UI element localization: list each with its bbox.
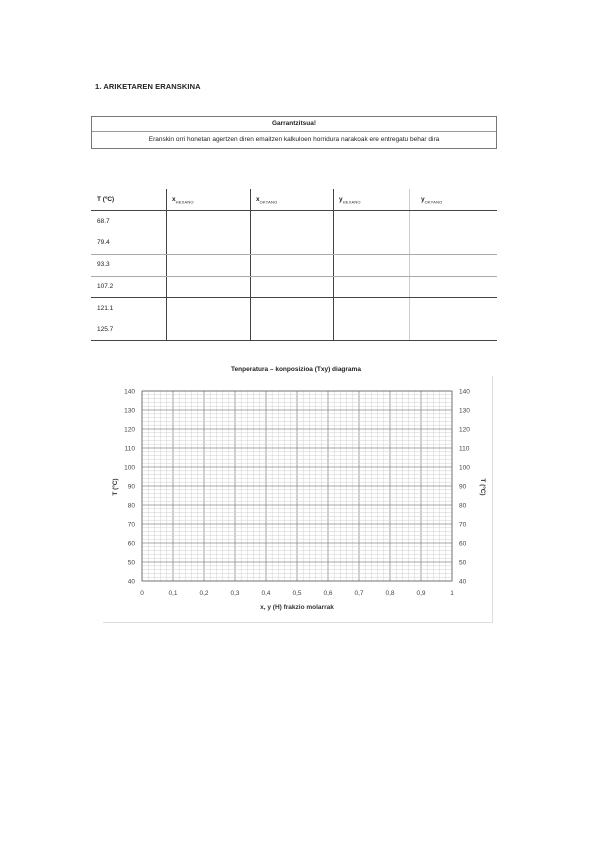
- y-tick-label-right: 40: [459, 578, 467, 586]
- x-tick-label: 0,5: [292, 590, 302, 597]
- y-tick-label-left: 90: [127, 483, 135, 491]
- y-axis-title-right: T (ºC): [479, 478, 486, 496]
- section-heading: 1. ARIKETAREN ERANSKINA: [95, 82, 201, 91]
- y-tick-label-left: 120: [124, 426, 135, 434]
- x-tick-label: 0,3: [230, 590, 240, 597]
- col-header-y-hexano: $y_{HEXANO}$: [339, 196, 361, 205]
- col-header-y-oktano: $y_{OKTANO}$: [421, 196, 443, 205]
- table-row-temperature: 121.1: [97, 305, 114, 312]
- y-tick-label-right: 120: [459, 426, 470, 434]
- x-tick-label: 1: [450, 590, 454, 597]
- y-axis-title-left: T (ºC): [112, 478, 119, 496]
- y-tick-label-left: 80: [127, 502, 135, 510]
- y-tick-label-right: 60: [459, 540, 467, 548]
- y-tick-label-right: 100: [459, 464, 470, 472]
- y-tick-label-left: 100: [124, 464, 135, 472]
- x-tick-label: 0,1: [168, 590, 178, 597]
- y-tick-label-right: 50: [459, 559, 467, 567]
- x-tick-label: 0,2: [199, 590, 209, 597]
- x-tick-label: 0,8: [385, 590, 395, 597]
- y-tick-label-right: 130: [459, 407, 470, 415]
- table-row-temperature: 125.7: [97, 326, 114, 333]
- table-row-temperature: 79.4: [97, 239, 110, 246]
- x-tick-label: 0,6: [323, 590, 333, 597]
- y-tick-label-right: 80: [459, 502, 467, 510]
- table-row-temperature: 68.7: [97, 218, 110, 225]
- y-tick-label-right: 70: [459, 521, 467, 529]
- y-tick-label-left: 130: [124, 407, 135, 415]
- y-tick-label-right: 140: [459, 388, 470, 396]
- note-text: Eranskin orri honetan agertzen diren emaitzen kalkuloen horridura narakoak ere entregatu behar dira: [148, 136, 440, 143]
- col-header-temperature: T (ºC): [97, 196, 115, 203]
- x-axis-title: x, y (H) frakzio molarrak: [260, 604, 334, 611]
- y-tick-label-right: 110: [459, 445, 470, 453]
- y-tick-label-left: 140: [124, 388, 135, 396]
- x-tick-label: 0: [140, 590, 144, 597]
- y-tick-label-left: 70: [127, 521, 135, 529]
- y-tick-label-left: 110: [124, 445, 135, 453]
- note-title: Garrantzitsua!: [271, 120, 317, 127]
- y-tick-label-left: 40: [127, 578, 135, 586]
- table-row-temperature: 107.2: [97, 283, 114, 290]
- col-header-x-oktano: $x_{OKTANO}$: [256, 196, 278, 205]
- chart-title: Tenperatura – konposizioa (Txy) diagrama: [231, 366, 361, 373]
- x-tick-label: 0,7: [354, 590, 364, 597]
- y-tick-label-right: 90: [459, 483, 467, 491]
- x-tick-label: 0,9: [416, 590, 426, 597]
- y-tick-label-left: 60: [127, 540, 135, 548]
- x-tick-label: 0,4: [261, 590, 271, 597]
- table-row-temperature: 93.3: [97, 261, 110, 268]
- chart-grid: [142, 391, 452, 581]
- col-header-x-hexano: $x_{HEXANO}$: [172, 196, 194, 205]
- y-tick-label-left: 50: [127, 559, 135, 567]
